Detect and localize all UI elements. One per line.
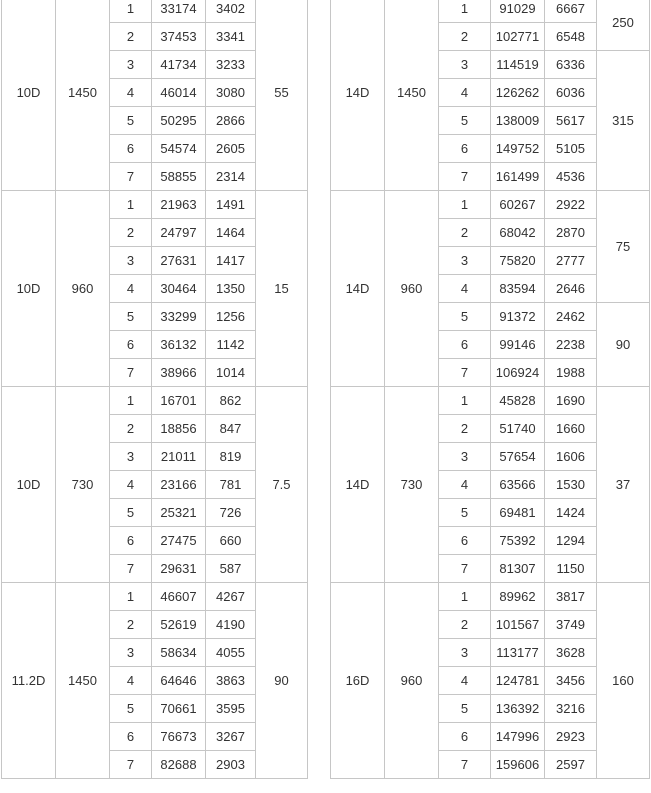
model-cell: 14D [331,387,385,583]
point-number-cell: 2 [110,23,152,51]
point-number-cell: 2 [439,23,491,51]
head-cell: 4267 [206,583,256,611]
power-cell: 55 [256,0,308,191]
point-number-cell: 1 [110,0,152,23]
flow-cell: 124781 [491,667,545,695]
table-row [2,583,308,611]
model-cell: 10D [2,0,56,191]
point-number-cell: 5 [110,303,152,331]
head-cell: 6336 [545,51,597,79]
point-number-cell: 6 [110,331,152,359]
head-cell: 2922 [545,191,597,219]
model-cell: 14D [331,0,385,191]
point-number-cell: 3 [439,639,491,667]
table-row [331,583,650,611]
power-cell: 75 [597,191,650,303]
point-number-cell: 4 [110,471,152,499]
head-cell: 3628 [545,639,597,667]
head-cell: 862 [206,387,256,415]
point-number-cell: 5 [439,107,491,135]
flow-cell: 25321 [152,499,206,527]
head-cell: 6548 [545,23,597,51]
point-number-cell: 6 [110,135,152,163]
flow-cell: 64646 [152,667,206,695]
speed-cell: 1450 [385,0,439,191]
speed-cell: 730 [56,387,110,583]
speed-cell: 730 [385,387,439,583]
table-row [331,0,650,23]
head-cell: 6036 [545,79,597,107]
power-cell: 37 [597,387,650,583]
head-cell: 5617 [545,107,597,135]
flow-cell: 91029 [491,0,545,23]
point-number-cell: 5 [110,107,152,135]
head-cell: 1150 [545,555,597,583]
head-cell: 1417 [206,247,256,275]
point-number-cell: 3 [439,443,491,471]
power-cell: 90 [597,303,650,387]
head-cell: 2870 [545,219,597,247]
right-spec-table [330,0,650,779]
head-cell: 2923 [545,723,597,751]
table-row [331,191,650,219]
point-number-cell: 1 [110,387,152,415]
point-number-cell: 1 [439,191,491,219]
head-cell: 2314 [206,163,256,191]
model-cell: 14D [331,191,385,387]
flow-cell: 89962 [491,583,545,611]
flow-cell: 161499 [491,163,545,191]
point-number-cell: 1 [439,0,491,23]
point-number-cell: 2 [439,219,491,247]
flow-cell: 81307 [491,555,545,583]
model-cell: 16D [331,583,385,779]
head-cell: 726 [206,499,256,527]
head-cell: 3267 [206,723,256,751]
flow-cell: 30464 [152,275,206,303]
flow-cell: 68042 [491,219,545,247]
flow-cell: 106924 [491,359,545,387]
speed-cell: 1450 [56,0,110,191]
head-cell: 3456 [545,667,597,695]
point-number-cell: 5 [439,695,491,723]
head-cell: 1464 [206,219,256,247]
head-cell: 3817 [545,583,597,611]
flow-cell: 69481 [491,499,545,527]
point-number-cell: 4 [439,471,491,499]
point-number-cell: 5 [110,695,152,723]
head-cell: 781 [206,471,256,499]
head-cell: 3595 [206,695,256,723]
point-number-cell: 7 [439,163,491,191]
point-number-cell: 7 [439,751,491,779]
flow-cell: 23166 [152,471,206,499]
flow-cell: 21011 [152,443,206,471]
flow-cell: 75392 [491,527,545,555]
point-number-cell: 6 [439,331,491,359]
power-cell: 250 [597,0,650,51]
head-cell: 4055 [206,639,256,667]
flow-cell: 114519 [491,51,545,79]
head-cell: 1660 [545,415,597,443]
head-cell: 1424 [545,499,597,527]
point-number-cell: 6 [439,527,491,555]
flow-cell: 38966 [152,359,206,387]
flow-cell: 70661 [152,695,206,723]
head-cell: 819 [206,443,256,471]
head-cell: 2646 [545,275,597,303]
speed-cell: 960 [56,191,110,387]
point-number-cell: 7 [110,359,152,387]
head-cell: 3216 [545,695,597,723]
flow-cell: 149752 [491,135,545,163]
flow-cell: 58855 [152,163,206,191]
head-cell: 1294 [545,527,597,555]
head-cell: 1350 [206,275,256,303]
flow-cell: 36132 [152,331,206,359]
flow-cell: 18856 [152,415,206,443]
flow-cell: 63566 [491,471,545,499]
head-cell: 3863 [206,667,256,695]
point-number-cell: 3 [110,639,152,667]
model-cell: 11.2D [2,583,56,779]
flow-cell: 46014 [152,79,206,107]
point-number-cell: 5 [110,499,152,527]
flow-cell: 21963 [152,191,206,219]
head-cell: 2777 [545,247,597,275]
head-cell: 3080 [206,79,256,107]
flow-cell: 99146 [491,331,545,359]
point-number-cell: 7 [110,751,152,779]
head-cell: 2462 [545,303,597,331]
flow-cell: 27631 [152,247,206,275]
flow-cell: 101567 [491,611,545,639]
point-number-cell: 3 [439,247,491,275]
point-number-cell: 6 [110,723,152,751]
left-spec-table [1,0,308,779]
point-number-cell: 2 [110,611,152,639]
flow-cell: 102771 [491,23,545,51]
head-cell: 6667 [545,0,597,23]
point-number-cell: 7 [110,555,152,583]
flow-cell: 75820 [491,247,545,275]
right-table-body [331,0,650,779]
point-number-cell: 3 [110,51,152,79]
point-number-cell: 7 [439,359,491,387]
flow-cell: 58634 [152,639,206,667]
flow-cell: 159606 [491,751,545,779]
point-number-cell: 2 [439,415,491,443]
power-cell: 7.5 [256,387,308,583]
point-number-cell: 2 [439,611,491,639]
flow-cell: 27475 [152,527,206,555]
flow-cell: 33299 [152,303,206,331]
flow-cell: 54574 [152,135,206,163]
point-number-cell: 5 [439,303,491,331]
flow-cell: 136392 [491,695,545,723]
point-number-cell: 4 [439,667,491,695]
flow-cell: 37453 [152,23,206,51]
flow-cell: 16701 [152,387,206,415]
point-number-cell: 4 [439,275,491,303]
flow-cell: 138009 [491,107,545,135]
point-number-cell: 6 [439,723,491,751]
table-row [2,387,308,415]
point-number-cell: 1 [110,583,152,611]
head-cell: 660 [206,527,256,555]
point-number-cell: 3 [110,443,152,471]
table-row [2,0,308,23]
point-number-cell: 2 [110,415,152,443]
table-row [331,387,650,415]
point-number-cell: 3 [439,51,491,79]
power-cell: 160 [597,583,650,779]
head-cell: 1491 [206,191,256,219]
flow-cell: 45828 [491,387,545,415]
head-cell: 2605 [206,135,256,163]
point-number-cell: 1 [439,387,491,415]
flow-cell: 60267 [491,191,545,219]
point-number-cell: 6 [439,135,491,163]
point-number-cell: 3 [110,247,152,275]
speed-cell: 960 [385,191,439,387]
flow-cell: 57654 [491,443,545,471]
head-cell: 4536 [545,163,597,191]
head-cell: 5105 [545,135,597,163]
flow-cell: 41734 [152,51,206,79]
head-cell: 2597 [545,751,597,779]
flow-cell: 76673 [152,723,206,751]
head-cell: 1142 [206,331,256,359]
head-cell: 1606 [545,443,597,471]
point-number-cell: 1 [110,191,152,219]
point-number-cell: 4 [110,667,152,695]
flow-cell: 82688 [152,751,206,779]
point-number-cell: 5 [439,499,491,527]
speed-cell: 960 [385,583,439,779]
point-number-cell: 7 [110,163,152,191]
head-cell: 3749 [545,611,597,639]
head-cell: 3402 [206,0,256,23]
head-cell: 2866 [206,107,256,135]
model-cell: 10D [2,191,56,387]
head-cell: 1014 [206,359,256,387]
head-cell: 3341 [206,23,256,51]
power-cell: 315 [597,51,650,191]
point-number-cell: 4 [110,79,152,107]
power-cell: 15 [256,191,308,387]
point-number-cell: 6 [110,527,152,555]
flow-cell: 52619 [152,611,206,639]
point-number-cell: 4 [110,275,152,303]
flow-cell: 147996 [491,723,545,751]
head-cell: 587 [206,555,256,583]
head-cell: 1690 [545,387,597,415]
flow-cell: 46607 [152,583,206,611]
flow-cell: 29631 [152,555,206,583]
point-number-cell: 4 [439,79,491,107]
table-row [2,191,308,219]
head-cell: 4190 [206,611,256,639]
point-number-cell: 7 [439,555,491,583]
flow-cell: 113177 [491,639,545,667]
flow-cell: 24797 [152,219,206,247]
flow-cell: 51740 [491,415,545,443]
head-cell: 2238 [545,331,597,359]
head-cell: 1988 [545,359,597,387]
point-number-cell: 2 [110,219,152,247]
flow-cell: 83594 [491,275,545,303]
head-cell: 1530 [545,471,597,499]
head-cell: 847 [206,415,256,443]
left-table-body [2,0,308,779]
head-cell: 1256 [206,303,256,331]
flow-cell: 126262 [491,79,545,107]
flow-cell: 50295 [152,107,206,135]
point-number-cell: 1 [439,583,491,611]
speed-cell: 1450 [56,583,110,779]
head-cell: 2903 [206,751,256,779]
flow-cell: 33174 [152,0,206,23]
model-cell: 10D [2,387,56,583]
flow-cell: 91372 [491,303,545,331]
head-cell: 3233 [206,51,256,79]
power-cell: 90 [256,583,308,779]
